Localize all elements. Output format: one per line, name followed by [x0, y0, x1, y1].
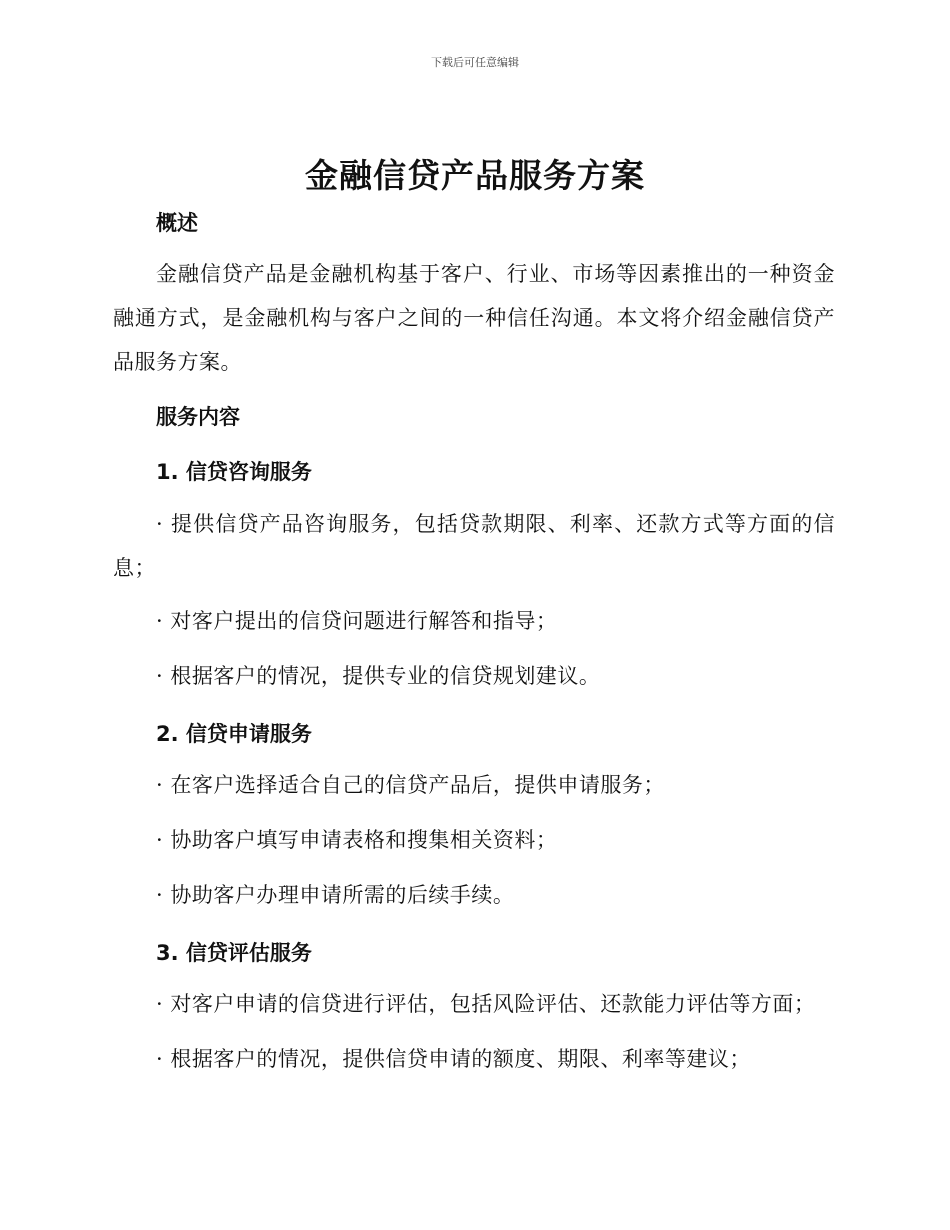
list-item: · 根据客户的情况，提供专业的信贷规划建议。: [156, 664, 601, 688]
list-item: · 对客户提出的信贷问题进行解答和指导；: [156, 609, 558, 633]
overview-paragraph: 金融信贷产品是金融机构基于客户、行业、市场等因素推出的一种资金融通方式，是金融机构与客户之间的一种信任沟通。本文将介绍金融信贷产品服务方案。: [113, 262, 835, 374]
document-title: 金融信贷产品服务方案: [305, 156, 645, 195]
header-note: 下载后可任意编辑: [431, 56, 519, 69]
section-heading: 3. 信贷评估服务: [156, 941, 312, 965]
section-heading: 2. 信贷申请服务: [156, 722, 312, 746]
overview-heading: 概述: [156, 211, 198, 235]
section-heading: 1. 信贷咨询服务: [156, 460, 312, 484]
list-item: · 协助客户办理申请所需的后续手续。: [156, 883, 515, 907]
list-item: · 协助客户填写申请表格和搜集相关资料；: [156, 828, 558, 852]
list-item: · 在客户选择适合自己的信贷产品后，提供申请服务；: [156, 773, 665, 797]
list-item: · 对客户申请的信贷进行评估，包括风险评估、还款能力评估等方面；: [156, 992, 816, 1016]
services-heading: 服务内容: [156, 405, 240, 429]
list-item: · 根据客户的情况，提供信贷申请的额度、期限、利率等建议；: [156, 1047, 751, 1071]
list-item: · 提供信贷产品咨询服务，包括贷款期限、利率、还款方式等方面的信息；: [113, 512, 835, 580]
